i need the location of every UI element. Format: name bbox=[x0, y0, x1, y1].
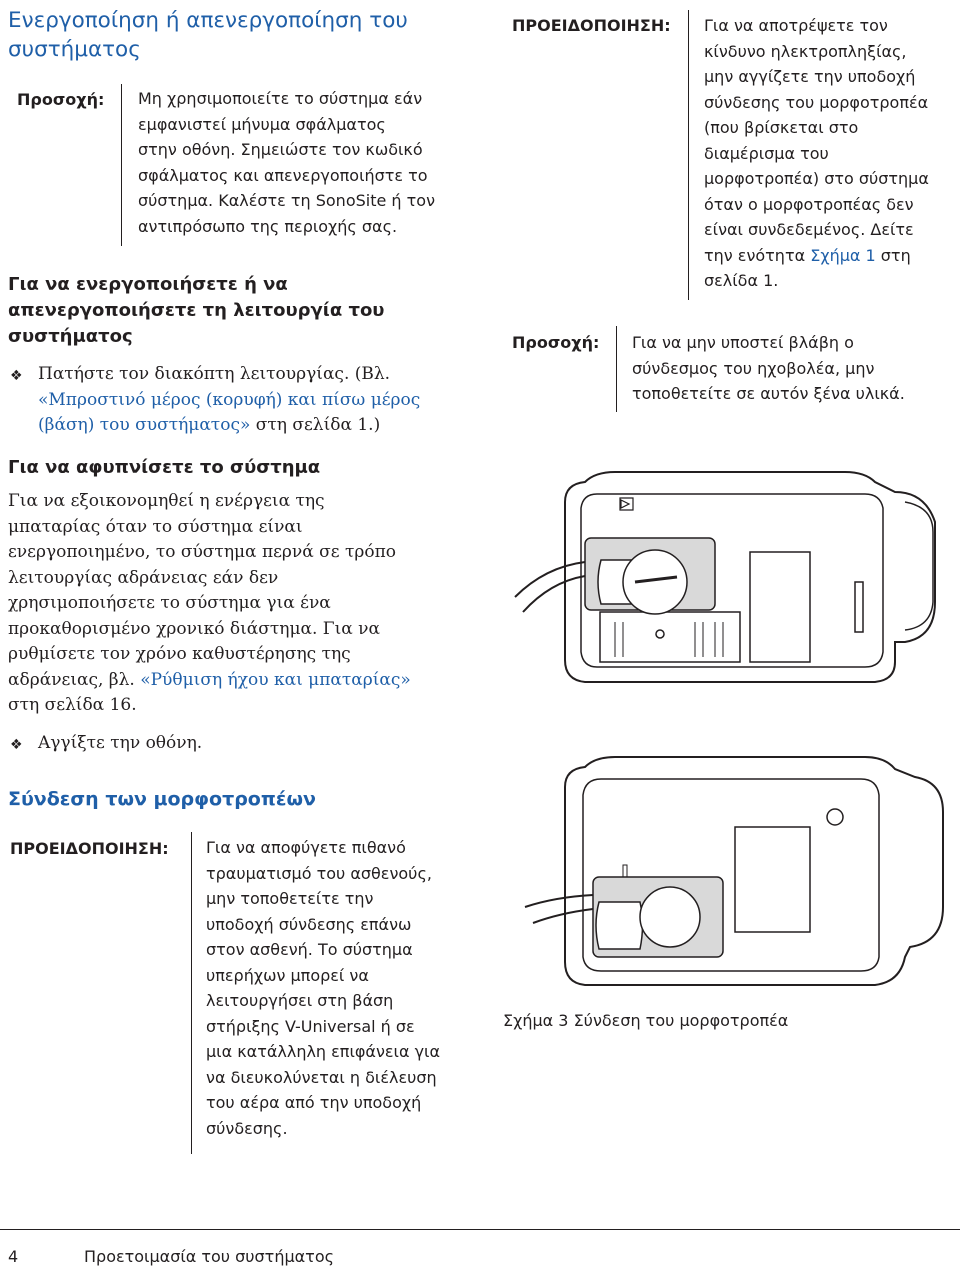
caution-label: Προσοχή: bbox=[512, 333, 600, 352]
caution-text: Μη χρησιμοποιείτε το σύστημα εάν εμφανιστεί μήνυμα σφάλματος στην οθόνη. Σημειώστε τον κωδικό σφάλματος και απενεργοποιήστε το σύστημα. Καλέστε τη SonoSite ή τον αντιπρόσωπο της περιοχής σας. bbox=[138, 89, 435, 236]
warning-text: Για να αποφύγετε πιθανό τραυματισμό του ασθενούς, μην τοποθετείτε την υποδοχή σύνδεσης επάνω στον ασθενή. Το σύστημα υπερήχων μπορεί να λειτουργήσει στη βάση στήριξης V-Universal ή σε μια κατάλληλη επιφάνεια για να διευκολύνεται η διέλευση του αέρα από την υποδοχή σύνδεσης. bbox=[206, 838, 441, 1138]
front-back-link[interactable]: «Μπροστινό μέρος (κορυφή) και πίσω μέρος bbox=[38, 389, 421, 410]
page-number: 4 bbox=[8, 1247, 19, 1266]
audio-battery-link[interactable]: «Ρύθμιση ήχου και μπαταρίας» bbox=[140, 669, 411, 690]
front-back-link-cont[interactable]: (βάση) του συστήματος» bbox=[38, 415, 251, 435]
connect-heading: Σύνδεση των μορφοτροπέων bbox=[8, 788, 316, 810]
bullet-diamond-icon: ❖ bbox=[10, 368, 23, 384]
figure-1-link[interactable]: Σχήμα 1 bbox=[810, 245, 876, 265]
warning-text: Για να αποτρέψετε τον κίνδυνο ηλεκτροπληξίας, μην αγγίζετε την υποδοχή σύνδεσης του μορφοτροπέα (που βρίσκεται στο διαμέρισμα του μορφοτροπέα) στο σύστημα όταν ο μορφοτροπέας δεν είναι συνδεδεμένος. Δείτε την ενότητα Σχήμα 1 στη σελίδα 1. bbox=[704, 16, 929, 290]
figure-caption: Σχήμα 3 Σύνδεση του μορφοτροπέα bbox=[503, 1011, 789, 1030]
caution-rule bbox=[121, 84, 122, 246]
device-view-top bbox=[515, 472, 935, 682]
wake-heading: Για να αφυπνίσετε το σύστημα bbox=[8, 457, 321, 478]
toggle-heading: Για να ενεργοποιήσετε ή να απενεργοποιήσετε τη λειτουργία του συστήματος bbox=[8, 274, 385, 347]
transducer-connection-figure bbox=[505, 462, 955, 1002]
warning-label: ΠΡΟΕΙΔΟΠΟΙΗΣΗ: bbox=[10, 839, 169, 858]
footer-section-title: Προετοιμασία του συστήματος bbox=[84, 1247, 334, 1266]
toggle-step: Πατήστε τον διακόπτη λειτουργίας. (Βλ. «Μπροστινό μέρος (κορυφή) και πίσω μέρος (βάση) του συστήματος» στη σελίδα 1.) bbox=[38, 362, 488, 439]
warning-rule bbox=[191, 832, 192, 1154]
wake-paragraph: Για να εξοικονομηθεί η ενέργεια της μπαταρίας όταν το σύστημα είναι ενεργοποιημένο, το σύστημα περνά σε τρόπο λειτουργίας αδράνειας εάν δεν χρησιμοποιήσετε το σύστημα για ένα προκαθορισμένο χρονικό διάστημα. Για να ρυθμίσετε τον χρόνο καθυστέρησης της αδράνειας, βλ. «Ρύθμιση ήχου και μπαταρίας» στη σελίδα 16. bbox=[8, 491, 411, 715]
warning-rule bbox=[688, 10, 689, 300]
title-line-2: συστήματος bbox=[8, 37, 141, 62]
title-line-1: Ενεργοποίηση ή απενεργοποίηση του bbox=[8, 8, 408, 33]
caution-label: Προσοχή: bbox=[17, 90, 105, 109]
caution-text: Για να μην υποστεί βλάβη ο σύνδεσμος του ηχοβολέα, μην τοποθετείτε σε αυτόν ξένα υλικά. bbox=[632, 333, 905, 403]
warning-label: ΠΡΟΕΙΔΟΠΟΙΗΣΗ: bbox=[512, 16, 671, 35]
wake-step: Αγγίξτε την οθόνη. bbox=[38, 733, 203, 753]
bullet-diamond-icon: ❖ bbox=[10, 737, 23, 753]
section-title bbox=[8, 6, 408, 64]
device-view-bottom bbox=[525, 757, 943, 985]
footer-rule bbox=[0, 1229, 960, 1230]
caution-rule bbox=[616, 326, 617, 412]
